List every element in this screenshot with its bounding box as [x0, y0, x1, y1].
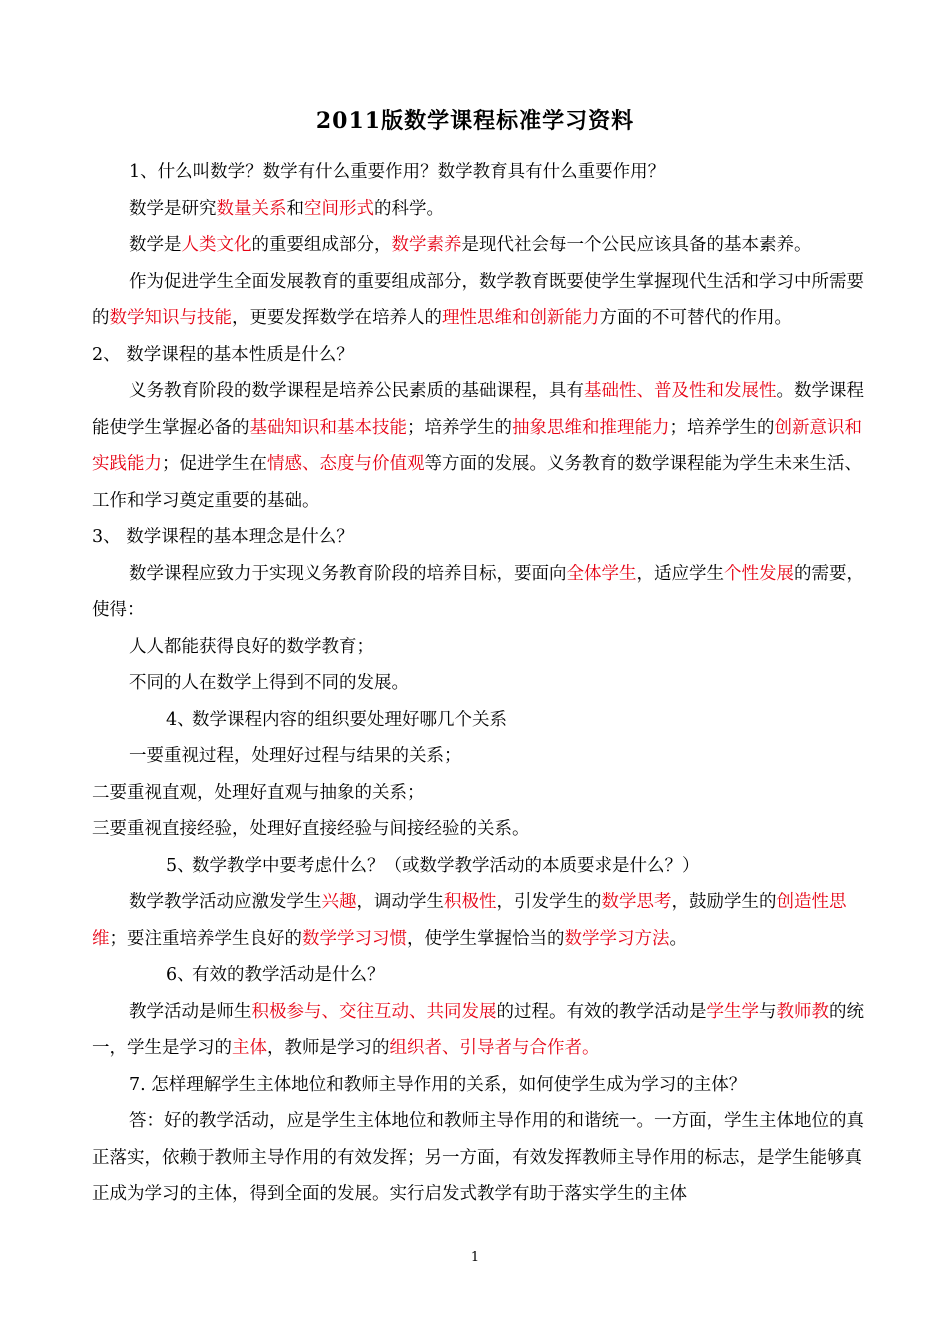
paragraph-3: 作为促进学生全面发展教育的重要组成部分，数学教育既要使学生掌握现代生活和学习中所需要的数学知识与技能，更要发挥数学在培养人的理性思维和创新能力方面的不可替代的作用。	[92, 271, 864, 328]
paragraph-8: 一要重视过程，处理好过程与结果的关系；	[129, 746, 462, 766]
document-title: 2011版数学课程标准学习资料	[315, 108, 635, 134]
paragraph-6: 人人都能获得良好的数学教育；	[129, 636, 374, 657]
paragraph-1: 数学是研究数量关系和空间形式的科学。	[129, 198, 444, 219]
paragraph-9: 二要重视直观，处理好直观与抽象的关系；	[92, 782, 425, 803]
page-number: 1	[470, 1250, 480, 1265]
question-2: 2、 数学课程的基本性质是什么？	[92, 344, 354, 365]
highlight: 数学学习习惯	[302, 928, 407, 949]
question-4: 4、数学课程内容的组织要处理好哪几个关系	[166, 709, 507, 730]
question-7: 7. 怎样理解学生主体地位和教师主导作用的关系，如何使学生成为学习的主体？	[129, 1074, 747, 1095]
highlight: 数量关系	[216, 198, 287, 219]
highlight: 基础性、普及性和发展性	[584, 381, 777, 401]
paragraph-4: 义务教育阶段的数学课程是培养公民素质的基础课程，具有基础性、普及性和发展性。数学课程能使学生掌握必备的基础知识和基本技能；培养学生的抽象思维和推理能力；培养学生的创新意识和实践能力；促进学生在情感、态度与价值观等方面的发展。义务教育的数学课程能为学生未来生活、工作和学习奠定重要的基础。	[92, 381, 864, 511]
highlight: 学生学	[706, 1001, 759, 1022]
highlight: 积极参与、交往互动、共同发展	[251, 1001, 497, 1022]
paragraph-12: 教学活动是师生积极参与、交往互动、共同发展的过程。有效的教学活动是学生学与教师教的统一，学生是学习的主体，教师是学习的组织者、引导者与合作者。	[92, 1001, 864, 1058]
paragraph-13: 答：好的教学活动，应是学生主体地位和教师主导作用的和谐统一。一方面，学生主体地位的真正落实，依赖于教师主导作用的有效发挥；另一方面，有效发挥教师主导作用的标志，是学生能够真正成为学习的主体，得到全面的发展。实行启发式教学有助于落实学生的主体	[92, 1111, 864, 1204]
highlight: 数学思考	[601, 892, 672, 912]
highlight: 兴趣	[321, 892, 357, 912]
highlight: 情感、态度与价值观	[267, 454, 425, 474]
question-5: 5、数学教学中要考虑什么？（或数学教学活动的本质要求是什么？）	[166, 855, 700, 876]
highlight: 人类文化	[181, 235, 252, 255]
question-3: 3、 数学课程的基本理念是什么？	[92, 527, 354, 547]
highlight: 数学知识与技能	[109, 308, 232, 328]
highlight: 个性发展	[724, 563, 794, 584]
paragraph-7: 不同的人在数学上得到不同的发展。	[129, 673, 409, 693]
question-6: 6、有效的教学活动是什么？	[166, 965, 385, 985]
highlight: 主体	[232, 1038, 267, 1058]
paragraph-11: 数学教学活动应激发学生兴趣，调动学生积极性，引发学生的数学思考，鼓励学生的创造性思维；要注重培养学生良好的数学学习习惯，使学生掌握恰当的数学学习方法。	[92, 892, 847, 949]
paragraph-5: 数学课程应致力于实现义务教育阶段的培养目标，要面向全体学生，适应学生个性发展的需要，使得：	[92, 563, 864, 620]
highlight: 创新意识和实践能力	[92, 417, 862, 474]
document-body	[92, 154, 864, 1213]
highlight: 积极性	[444, 892, 497, 912]
highlight: 抽象思维和推理能力	[512, 417, 670, 438]
highlight: 空间形式	[304, 198, 374, 219]
paragraph-10: 三要重视直接经验，处理好直接经验与间接经验的关系。	[92, 819, 530, 839]
highlight: 理性思维和创新能力	[442, 308, 600, 328]
highlight: 教师教	[776, 1001, 829, 1022]
highlight: 基础知识和基本技能	[249, 417, 407, 438]
highlight: 数学素养	[391, 235, 462, 255]
highlight: 创造性思维	[92, 892, 847, 949]
paragraph-2: 数学是人类文化的重要组成部分，数学素养是现代社会每一个公民应该具备的基本素养。	[129, 235, 812, 255]
highlight: 组织者、引导者与合作者。	[389, 1038, 600, 1058]
highlight: 全体学生	[566, 563, 637, 584]
highlight: 数学学习方法	[564, 928, 670, 949]
question-1: 1、什么叫数学？数学有什么重要作用？数学教育具有什么重要作用？	[129, 162, 666, 182]
